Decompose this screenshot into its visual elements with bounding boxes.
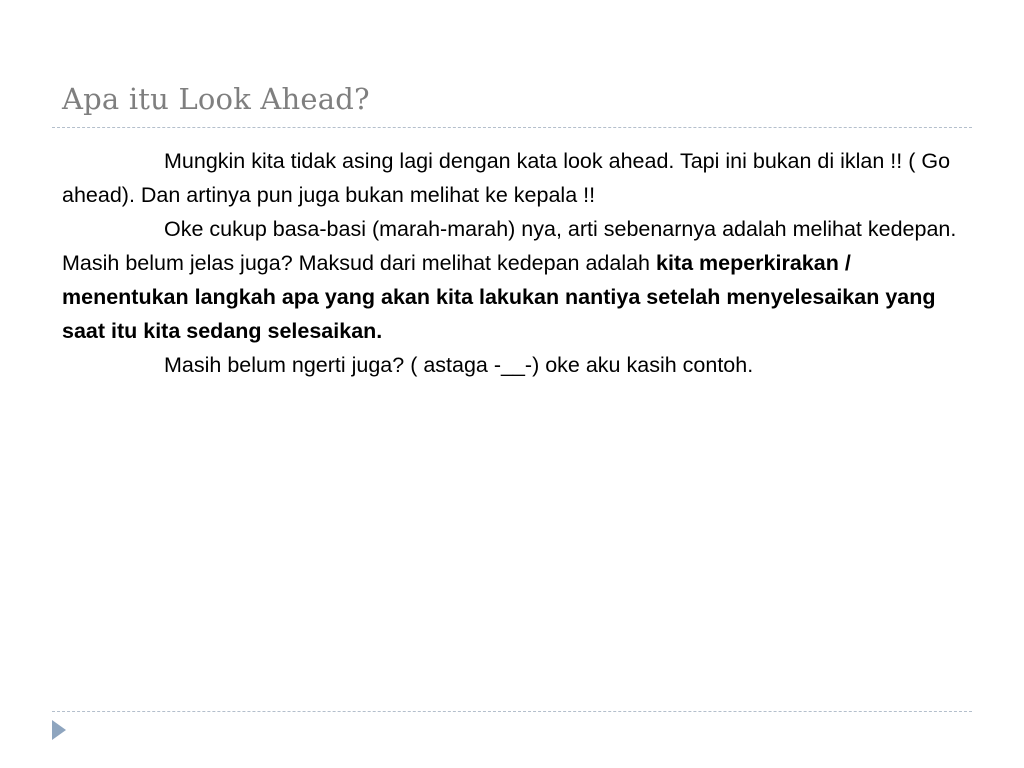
paragraph-2-bold-text: kita meperkirakan / menentukan langkah apa yang akan kita lakukan nantiya setelah menyelesaikan yang saat itu kita sedang selesaikan.	[62, 251, 936, 343]
paragraph-3	[62, 348, 962, 382]
title-divider	[52, 127, 972, 128]
paragraph-2-text: Oke cukup basa-basi (marah-marah) nya, arti sebenarnya adalah melihat kedepan. Masih belum jelas juga? Maksud dari melihat kedepan adalah	[62, 217, 957, 275]
triangle-right-icon	[52, 720, 66, 740]
paragraph-3-text: Masih belum ngerti juga? ( astaga -__-) oke aku kasih contoh.	[164, 353, 754, 377]
slide-title: Apa itu Look Ahead?	[62, 82, 370, 116]
footer-divider	[52, 711, 972, 712]
slide-body	[62, 144, 962, 382]
paragraph-2	[62, 212, 962, 348]
paragraph-1-text: Mungkin kita tidak asing lagi dengan kata look ahead. Tapi ini bukan di iklan !! ( Go ahead). Dan artinya pun juga bukan melihat ke kepala !!	[62, 149, 951, 207]
paragraph-1	[62, 144, 962, 212]
